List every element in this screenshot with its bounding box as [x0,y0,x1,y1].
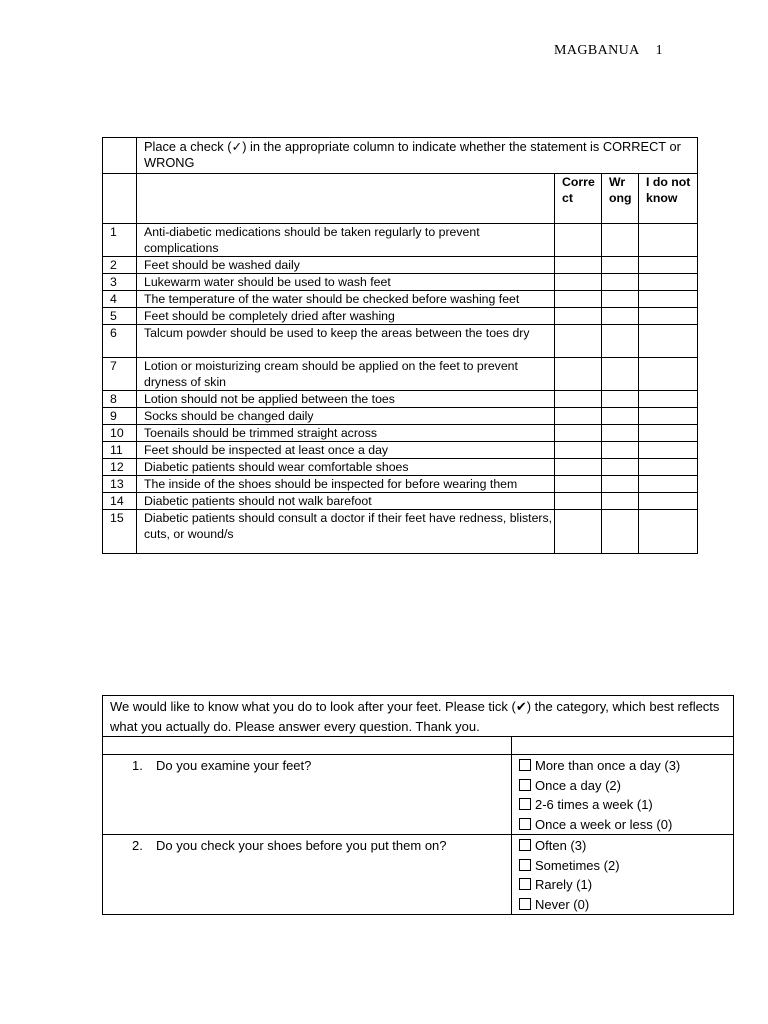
row-number: 11 [103,442,137,459]
statement-text: Feet should be completely dried after washing [137,308,555,325]
row-number: 14 [103,493,137,510]
answer-cell-correct[interactable] [555,224,602,257]
answer-cell-wrong[interactable] [602,224,639,257]
question-row [103,835,734,915]
row-number: 5 [103,308,137,325]
answer-cell-dont-know[interactable] [639,442,698,459]
question-text: Do you examine your feet? [156,758,312,773]
option-label: 2-6 times a week (1) [535,797,653,812]
answer-cell-wrong[interactable] [602,408,639,425]
answer-cell-wrong[interactable] [602,442,639,459]
table-row [103,476,698,493]
option-label: Once a day (2) [535,777,621,793]
practice-table [102,695,734,915]
checkbox-icon[interactable] [519,898,531,910]
table-row [103,308,698,325]
column-dont-know: I do not know [639,174,698,224]
practice-spacer-row [103,737,734,755]
row-number: 15 [103,510,137,554]
page-header [554,43,663,59]
statement-text: The inside of the shoes should be inspected for before wearing them [137,476,555,493]
answer-cell-wrong[interactable] [602,291,639,308]
statement-text: Lotion should not be applied between the toes [137,391,555,408]
statement-text: Feet should be washed daily [137,257,555,274]
answer-cell-dont-know[interactable] [639,291,698,308]
options-cell [512,755,734,835]
row-number: 4 [103,291,137,308]
answer-cell-wrong[interactable] [602,257,639,274]
answer-cell-wrong[interactable] [602,493,639,510]
row-number: 6 [103,325,137,358]
statement-text: Lotion or moisturizing cream should be applied on the feet to prevent dryness of skin [137,358,555,391]
table-row [103,291,698,308]
table-row [103,325,698,358]
answer-cell-correct[interactable] [555,425,602,442]
statement-text: Feet should be inspected at least once a day [137,442,555,459]
option-item[interactable] [519,856,733,876]
answer-cell-correct[interactable] [555,493,602,510]
checkbox-icon[interactable] [519,859,531,871]
answer-cell-dont-know[interactable] [639,358,698,391]
row-number: 10 [103,425,137,442]
answer-cell-correct[interactable] [555,476,602,493]
author-surname: MAGBANUA [554,43,640,58]
statement-text: Toenails should be trimmed straight across [137,425,555,442]
answer-cell-dont-know[interactable] [639,224,698,257]
answer-cell-wrong[interactable] [602,459,639,476]
table-row [103,510,698,554]
checkbox-icon[interactable] [519,779,531,791]
row-number: 13 [103,476,137,493]
checkbox-icon[interactable] [519,798,531,810]
page-number: 1 [655,43,664,58]
checkbox-icon[interactable] [519,878,531,890]
column-correct: Corre ct [555,174,602,224]
option-item[interactable] [519,836,733,856]
row-number: 7 [103,358,137,391]
answer-cell-wrong[interactable] [602,325,639,358]
answer-cell-correct[interactable] [555,257,602,274]
answer-cell-wrong[interactable] [602,476,639,493]
answer-cell-dont-know[interactable] [639,510,698,554]
instruction-row [103,138,698,174]
instruction-text: Place a check (✓) in the appropriate column to indicate whether the statement is CORRECT or WRONG [137,138,698,174]
answer-cell-wrong[interactable] [602,425,639,442]
table-row [103,425,698,442]
answer-cell-dont-know[interactable] [639,391,698,408]
table-row [103,257,698,274]
table-row [103,442,698,459]
answer-cell-dont-know[interactable] [639,325,698,358]
statement-text: Talcum powder should be used to keep the areas between the toes dry [137,325,555,358]
question-number: 2. [132,838,143,853]
knowledge-table [102,137,698,554]
option-label: Often (3) [535,838,587,853]
answer-cell-wrong[interactable] [602,308,639,325]
option-item[interactable] [519,815,733,835]
question-cell [103,835,512,915]
statement-text: Diabetic patients should consult a doctor if their feet have redness, blisters, cuts, or wound/s [137,510,555,554]
row-number: 9 [103,408,137,425]
question-cell [103,755,512,835]
row-number: 3 [103,274,137,291]
option-label: More than once a day (3) [535,758,681,773]
table-row [103,274,698,291]
option-item[interactable] [519,875,733,895]
table-row [103,224,698,257]
question-row [103,755,734,835]
answer-cell-dont-know[interactable] [639,425,698,442]
checkbox-icon[interactable] [519,759,531,771]
row-number: 2 [103,257,137,274]
table-row [103,493,698,510]
option-item[interactable] [519,776,733,796]
answer-cell-correct[interactable] [555,391,602,408]
answer-cell-dont-know[interactable] [639,408,698,425]
practice-instruction-text: We would like to know what you do to look after your feet. Please tick (✔) the category, which best reflects what you actually do. Please answer every question. Thank you. [103,696,734,737]
answer-cell-correct[interactable] [555,510,602,554]
option-label: Sometimes (2) [535,857,620,873]
answer-cell-correct[interactable] [555,358,602,391]
option-label: Never (0) [535,896,590,912]
table-row [103,391,698,408]
row-number: 1 [103,224,137,257]
row-number: 12 [103,459,137,476]
table-row [103,408,698,425]
answer-cell-correct[interactable] [555,291,602,308]
question-text: Do you check your shoes before you put them on? [156,838,447,853]
answer-cell-correct[interactable] [555,408,602,425]
column-header-row [103,174,698,224]
practice-instruction-row [103,696,734,737]
option-item[interactable] [519,895,733,915]
column-wrong: Wr ong [602,174,639,224]
row-number: 8 [103,391,137,408]
options-cell [512,835,734,915]
answer-cell-dont-know[interactable] [639,493,698,510]
statement-text: The temperature of the water should be checked before washing feet [137,291,555,308]
question-number: 1. [132,758,143,773]
answer-cell-correct[interactable] [555,325,602,358]
statement-text: Anti-diabetic medications should be taken regularly to prevent complications [137,224,555,257]
checkbox-icon[interactable] [519,839,531,851]
statement-text: Lukewarm water should be used to wash feet [137,274,555,291]
answer-cell-correct[interactable] [555,459,602,476]
answer-cell-wrong[interactable] [602,358,639,391]
answer-cell-dont-know[interactable] [639,274,698,291]
table-row [103,358,698,391]
table-row [103,459,698,476]
answer-cell-dont-know[interactable] [639,257,698,274]
answer-cell-dont-know[interactable] [639,308,698,325]
checkbox-icon[interactable] [519,818,531,830]
answer-cell-correct[interactable] [555,308,602,325]
answer-cell-wrong[interactable] [602,510,639,554]
option-item[interactable] [519,756,733,776]
statement-text: Diabetic patients should not walk barefoot [137,493,555,510]
answer-cell-correct[interactable] [555,274,602,291]
option-label: Rarely (1) [535,877,593,892]
answer-cell-dont-know[interactable] [639,476,698,493]
answer-cell-wrong[interactable] [602,391,639,408]
statement-text: Socks should be changed daily [137,408,555,425]
option-item[interactable] [519,795,733,815]
answer-cell-wrong[interactable] [602,274,639,291]
answer-cell-dont-know[interactable] [639,459,698,476]
answer-cell-correct[interactable] [555,442,602,459]
statement-text: Diabetic patients should wear comfortable shoes [137,459,555,476]
option-label: Once a week or less (0) [535,816,673,832]
